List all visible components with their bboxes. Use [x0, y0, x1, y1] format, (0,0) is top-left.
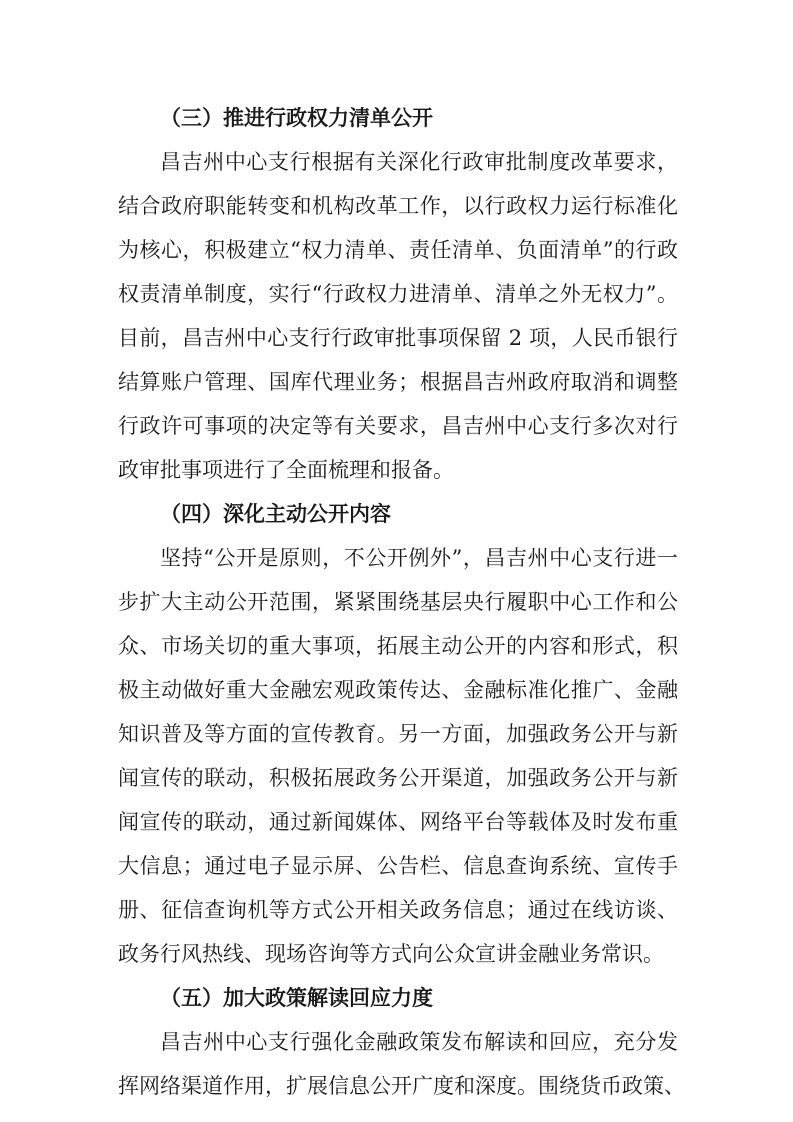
paragraph-line: 大信息；通过电子显示屏、公告栏、信息查询系统、宣传手: [118, 854, 678, 878]
paragraph-line: 结算账户管理、国库代理业务；根据昌吉州政府取消和调整: [118, 370, 678, 394]
paragraph-line: 昌吉州中心支行强化金融政策发布解读和回应，充分发: [160, 1030, 678, 1054]
paragraph-line: 闻宣传的联动，积极拓展政务公开渠道，加强政务公开与新: [118, 766, 678, 790]
paragraph-line: 政审批事项进行了全面梳理和报备。: [118, 458, 454, 482]
paragraph-line: 挥网络渠道作用，扩展信息公开广度和深度。围绕货币政策、: [118, 1074, 685, 1098]
paragraph-line: 昌吉州中心支行根据有关深化行政审批制度改革要求，: [160, 150, 678, 174]
paragraph-line: 目前，昌吉州中心支行行政审批事项保留 2 项，人民币银行: [118, 326, 678, 350]
paragraph-line: 权责清单制度，实行“行政权力进清单、清单之外无权力”。: [118, 282, 678, 306]
paragraph-line: 步扩大主动公开范围，紧紧围绕基层央行履职中心工作和公: [118, 590, 678, 614]
paragraph-line: 结合政府职能转变和机构改革工作，以行政权力运行标准化: [118, 194, 678, 218]
paragraph-line: 坚持“公开是原则，不公开例外”，昌吉州中心支行进一: [160, 546, 678, 570]
paragraph-line: 众、市场关切的重大事项，拓展主动公开的内容和形式，积: [118, 634, 678, 658]
paragraph-line: 极主动做好重大金融宏观政策传达、金融标准化推广、金融: [118, 678, 678, 702]
section-4-heading: （四）深化主动公开内容: [160, 502, 391, 526]
paragraph-line: 行政许可事项的决定等有关要求，昌吉州中心支行多次对行: [118, 414, 678, 438]
paragraph-line: 册、征信查询机等方式公开相关政务信息；通过在线访谈、: [118, 898, 678, 922]
paragraph-line: 闻宣传的联动，通过新闻媒体、网络平台等载体及时发布重: [118, 810, 678, 834]
section-5-heading: （五）加大政策解读回应力度: [160, 986, 433, 1010]
paragraph-line: 政务行风热线、现场咨询等方式向公众宣讲金融业务常识。: [118, 942, 664, 966]
section-3-heading: （三）推进行政权力清单公开: [160, 106, 433, 130]
paragraph-line: 知识普及等方面的宣传教育。另一方面，加强政务公开与新: [118, 722, 678, 746]
paragraph-line: 为核心，积极建立“权力清单、责任清单、负面清单”的行政: [118, 238, 678, 262]
